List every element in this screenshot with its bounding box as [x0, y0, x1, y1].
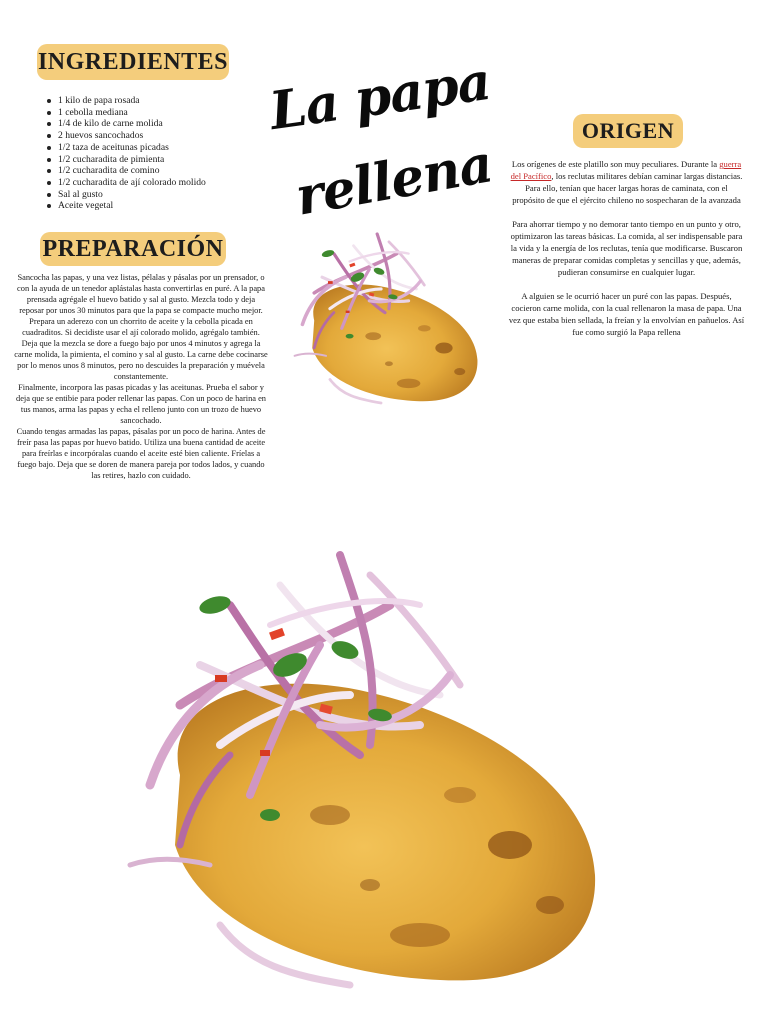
ingredients-list: [44, 95, 274, 212]
page-title: [266, 50, 500, 228]
ingredient-item: 1/2 cucharadita de pimienta: [44, 154, 274, 166]
ingredient-item: 1 kilo de papa rosada: [44, 95, 274, 107]
origen-text-before: Los orígenes de este platillo son muy peculiares. Durante la: [511, 159, 720, 169]
ingredient-item: 1/2 taza de aceitunas picadas: [44, 142, 274, 154]
prep-paragraph: Sancocha las papas, y una vez listas, pélalas y pásalas por un prensador, o con la ayuda de un tenedor aplástalas hasta convertirlas en puré. A la papa prensada agrégale el huevo batido y sal al gusto. Mezcla todo y deja reposar por unos 30 minutos para que la papa se compacte mucho mejor. Prepara un aderezo con un chorrito de aceite y la cebolla picada en cuadraditos. Si decidiste usar el ají colorado molido, agrégalo también. Deja que la mezcla se dore a fuego bajo por unos 4 minutos y agrega la carne molida, la pimienta, el comino y sal al gusto. La carne debe cocinarse por lo menos unos 8 minutos, pero no descuides la preparación y muévela constantemente.: [14, 273, 268, 381]
origen-heading: ORIGEN: [573, 114, 683, 148]
preparacion-heading: PREPARACIÓN: [40, 232, 226, 266]
origen-paragraph: A alguien se le ocurrió hacer un puré con las papas. Después, cocieron carne molida, con la cual rellenaron la masa de papa. Una vez que estaba bien sellada, la freían y la envolvían en pañuelos. Así fue como surgió la Papa rellena: [508, 291, 745, 337]
ingredient-item: 1/2 cucharadita de comino: [44, 165, 274, 177]
papa-rellena-small-image: [290, 230, 480, 405]
ingredient-item: 2 huevos sancochados: [44, 130, 274, 142]
ingredient-item: Aceite vegetal: [44, 200, 274, 212]
ingredientes-heading: INGREDIENTES: [37, 44, 229, 80]
papa-rellena-large-image: [120, 545, 600, 990]
origen-paragraph: Para ahorrar tiempo y no demorar tanto tiempo en un punto y otro, optimizaron las tareas básicas. La comida, al ser indispensable para la vida y la energía de los reclutas, tenía que modificarse. Buscaron maneras de preparar comidas completas y sencillas y que, además, pudieran consumirse en cualquier lugar.: [510, 219, 743, 277]
prep-paragraph: Finalmente, incorpora las pasas picadas y las aceitunas. Prueba el sabor y deja que se entibie para poder rellenar las papas. Con un poco de harina en tus manos, arma las papas y echa el relleno junto con un trozo de huevo sancochado.: [16, 383, 266, 425]
ingredient-item: 1 cebolla mediana: [44, 107, 274, 119]
preparacion-text: [14, 272, 268, 481]
guerra-del-pacifico-link[interactable]: guerra del Pacífico: [510, 159, 742, 181]
title-line-1: La papa: [266, 50, 494, 143]
ingredient-item: 1/4 de kilo de carne molida: [44, 118, 274, 130]
origen-text-after: , los reclutas militares debían caminar largas distancias. Para ello, tenían que hacer largas horas de caminata, con el propósito de que el ejército chileno no sospecharan de la avanzada: [512, 171, 743, 205]
ingredient-item: 1/2 cucharadita de ají colorado molido: [44, 177, 274, 189]
prep-paragraph: Cuando tengas armadas las papas, pásalas por un poco de harina. Antes de freír pasa las papas por huevo batido. Utiliza una buena cantidad de aceite para freírlas e incorpóralas cuando el aceite esté bien caliente. Fríelas a fuego bajo. Deja que se doren de manera pareja por todos lados, y cuando las retires, hazlo con cuidado.: [16, 427, 266, 480]
origen-text: [508, 158, 745, 350]
ingredient-item: Sal al gusto: [44, 189, 274, 201]
title-line-2: rellena: [291, 133, 497, 228]
origen-paragraph: [508, 158, 745, 206]
